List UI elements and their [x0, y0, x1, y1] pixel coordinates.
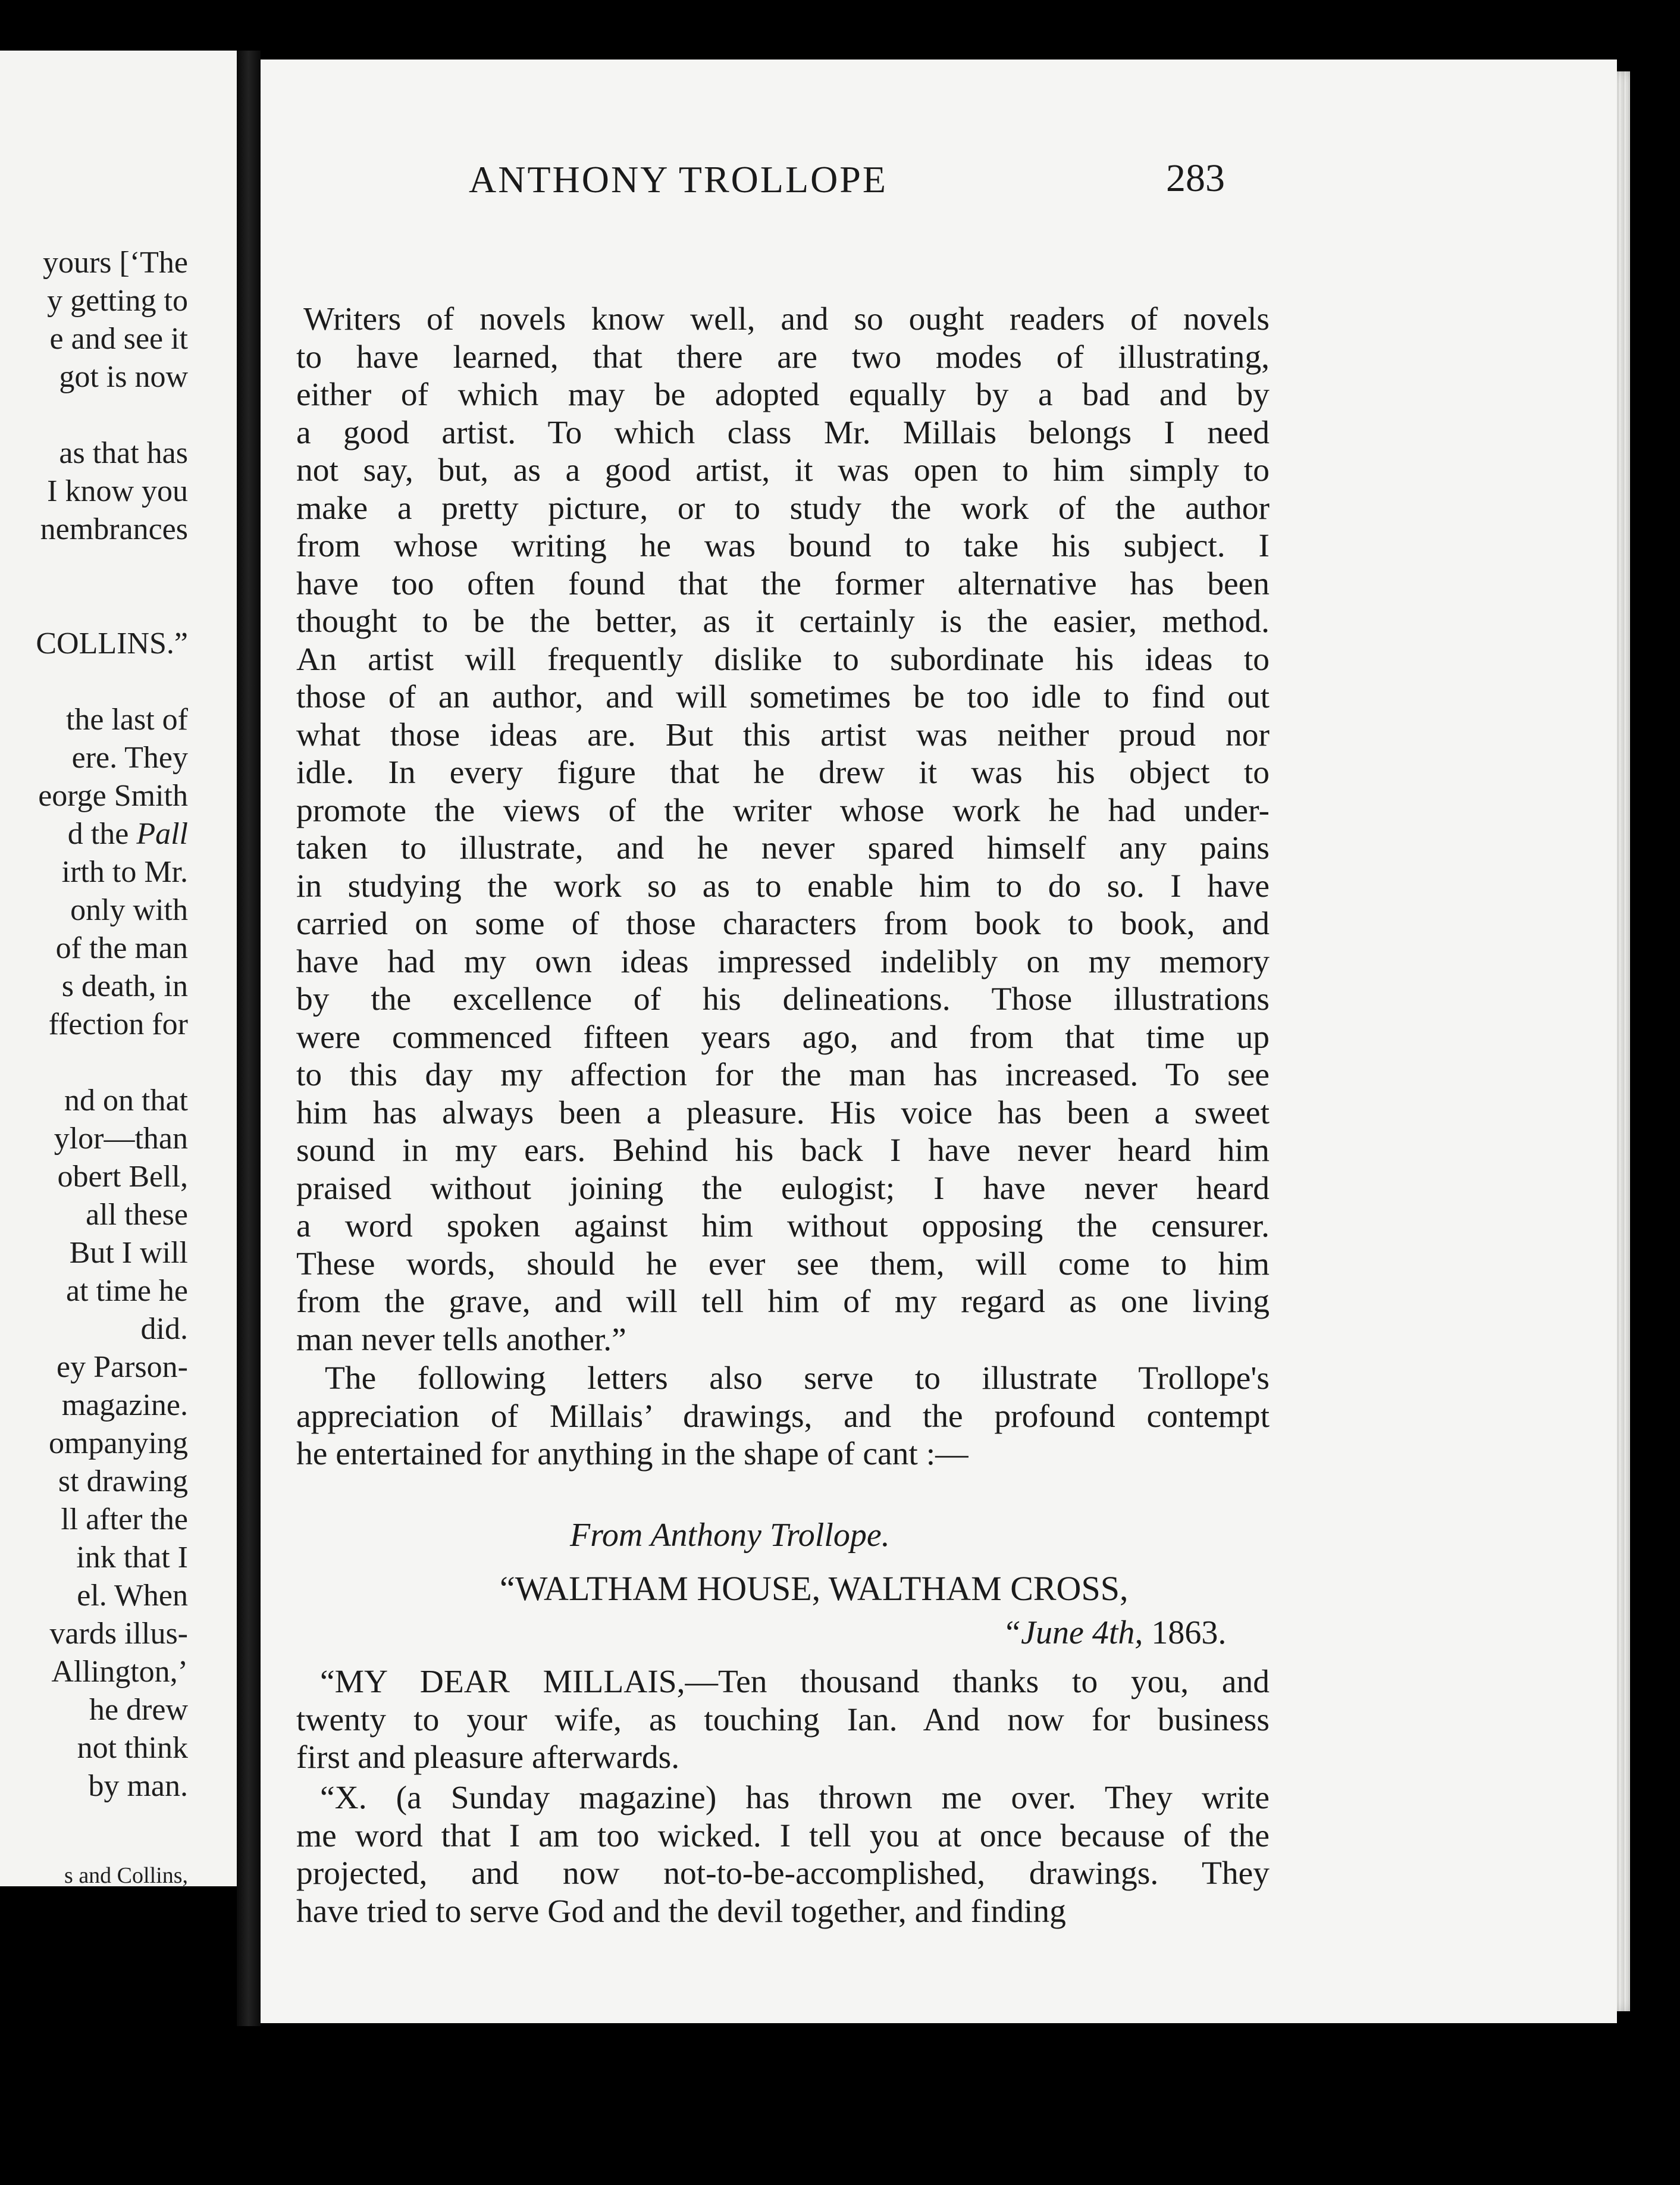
left-page-line: not think: [77, 1731, 188, 1765]
text-line: appreciation of Millais’ drawings, and the profound contempt: [296, 1398, 1270, 1435]
text-line: These words, should he ever see them, will come to him: [296, 1245, 1270, 1282]
left-page-line: el. When: [77, 1579, 188, 1613]
text-line: what those ideas are. But this artist was neither proud nor: [296, 716, 1270, 753]
text-line: by the excellence of his delineations. Those illustrations: [296, 981, 1270, 1018]
text-line: have too often found that the former alternative has been: [296, 565, 1270, 602]
left-page-line: eorge Smith: [38, 779, 188, 813]
left-page-footnote: s and Collins,: [64, 1863, 188, 1886]
text-line: have had my own ideas impressed indelibly on my memory: [296, 943, 1270, 980]
left-page-line: ompanying: [49, 1426, 188, 1460]
text-line: a word spoken against him without opposing the censurer.: [296, 1208, 1270, 1244]
left-page-line: y getting to: [47, 284, 188, 318]
text-line: praised without joining the eulogist; I have never heard: [296, 1170, 1270, 1207]
left-page-line: st drawing: [58, 1464, 188, 1498]
left-page-line: s death, in: [61, 969, 188, 1003]
text-line: from the grave, and will tell him of my regard as one living: [296, 1284, 1270, 1320]
left-page-line: yours [‘The: [42, 246, 188, 280]
text-line: me word that I am too wicked. I tell you at once because of the: [296, 1817, 1270, 1854]
left-page-line: all these: [86, 1198, 188, 1232]
left-page-line: Allington,’: [51, 1655, 188, 1689]
text-line: “X. (a Sunday magazine) has thrown me over. They write: [320, 1780, 1270, 1816]
text-line: to have learned, that there are two modes of illustrating,: [296, 339, 1270, 375]
left-page-line: ll after the: [61, 1502, 188, 1536]
text-line: him has always been a pleasure. His voice has been a sweet: [296, 1094, 1270, 1131]
letter-date-day: “June 4th,: [1002, 1614, 1143, 1651]
left-page-line: only with: [70, 893, 188, 927]
text-line: Writers of novels know well, and so ought readers of novels: [303, 301, 1270, 337]
left-page-line: COLLINS.”: [36, 627, 188, 660]
left-page-line: by man.: [88, 1769, 188, 1803]
left-page-line: e and see it: [49, 322, 188, 356]
text-line: “MY DEAR MILLAIS,—Ten thousand thanks to you, and: [320, 1664, 1270, 1700]
text-line: not say, but, as a good artist, it was open to him simply to: [296, 452, 1270, 489]
text-line: those of an author, and will sometimes be too idle to find out: [296, 679, 1270, 715]
running-head: ANTHONY TROLLOPE: [469, 158, 888, 201]
text-line: taken to illustrate, and he never spared himself any pains: [296, 830, 1270, 866]
text-line: The following letters also serve to illustrate Trollope's: [325, 1360, 1270, 1397]
left-page-line: obert Bell,: [57, 1160, 188, 1194]
left-page-line: nembrances: [40, 512, 188, 546]
left-page-line: nd on that: [64, 1084, 188, 1117]
text-line: idle. In every figure that he drew it was his object to: [296, 755, 1270, 791]
text-line: a good artist. To which class Mr. Millais belongs I need: [296, 414, 1270, 451]
text-line: make a pretty picture, or to study the work of the author: [296, 490, 1270, 527]
left-page-line: magazine.: [61, 1388, 188, 1422]
text-line: to this day my affection for the man has increased. To see: [296, 1057, 1270, 1093]
left-page-line: d the Pall: [67, 817, 188, 851]
left-page-line: at time he: [65, 1274, 188, 1308]
text-line: either of which may be adopted equally by a bad and by: [296, 377, 1270, 413]
left-page-line: ylor—than: [54, 1122, 188, 1156]
left-page-line: ey Parson-: [57, 1350, 188, 1384]
text-line: were commenced fifteen years ago, and from that time up: [296, 1019, 1270, 1056]
letter-heading: From Anthony Trollope.: [570, 1517, 890, 1554]
text-line: twenty to your wife, as touching Ian. And now for business: [296, 1701, 1270, 1738]
letter-address: “WALTHAM HOUSE, WALTHAM CROSS,: [500, 1569, 1129, 1608]
page-number: 283: [1166, 156, 1225, 200]
text-line: in studying the work so as to enable him to do so. I have: [296, 868, 1270, 904]
left-page-line: as that has: [59, 436, 188, 470]
text-line: he entertained for anything in the shape of cant :—: [296, 1436, 968, 1472]
letter-date: [1002, 1614, 1226, 1652]
text-line: carried on some of those characters from book to book, and: [296, 906, 1270, 942]
left-page-line: ere. They: [71, 741, 188, 775]
left-page-line: I know you: [47, 474, 188, 508]
text-line: thought to be the better, as it certainly is the easier, method.: [296, 603, 1270, 640]
text-line: sound in my ears. Behind his back I have never heard him: [296, 1132, 1270, 1169]
text-line: An artist will frequently dislike to subordinate his ideas to: [296, 641, 1270, 678]
left-page-line: did.: [140, 1312, 188, 1346]
text-line: man never tells another.”: [296, 1321, 626, 1358]
gutter: [237, 51, 261, 2026]
left-page-line: ink that I: [76, 1541, 188, 1574]
text-line: have tried to serve God and the devil together, and finding: [296, 1893, 1066, 1930]
letter-date-year: 1863.: [1151, 1614, 1227, 1651]
left-page-line: he drew: [89, 1693, 188, 1727]
text-line: from whose writing he was bound to take his subject. I: [296, 528, 1270, 564]
left-page-line: ffection for: [48, 1007, 188, 1041]
left-page-line: irth to Mr.: [61, 855, 188, 889]
left-page: [0, 51, 237, 1886]
left-page-line: got is now: [59, 360, 188, 394]
left-page-line: of the man: [55, 931, 188, 965]
left-page-line: the last of: [65, 703, 188, 737]
left-page-line: But I will: [69, 1236, 188, 1270]
text-line: projected, and now not-to-be-accomplished, drawings. They: [296, 1855, 1270, 1892]
text-line: promote the views of the writer whose work he had under-: [296, 792, 1270, 829]
text-line: first and pleasure afterwards.: [296, 1739, 680, 1776]
left-page-line: vards illus-: [49, 1617, 188, 1651]
